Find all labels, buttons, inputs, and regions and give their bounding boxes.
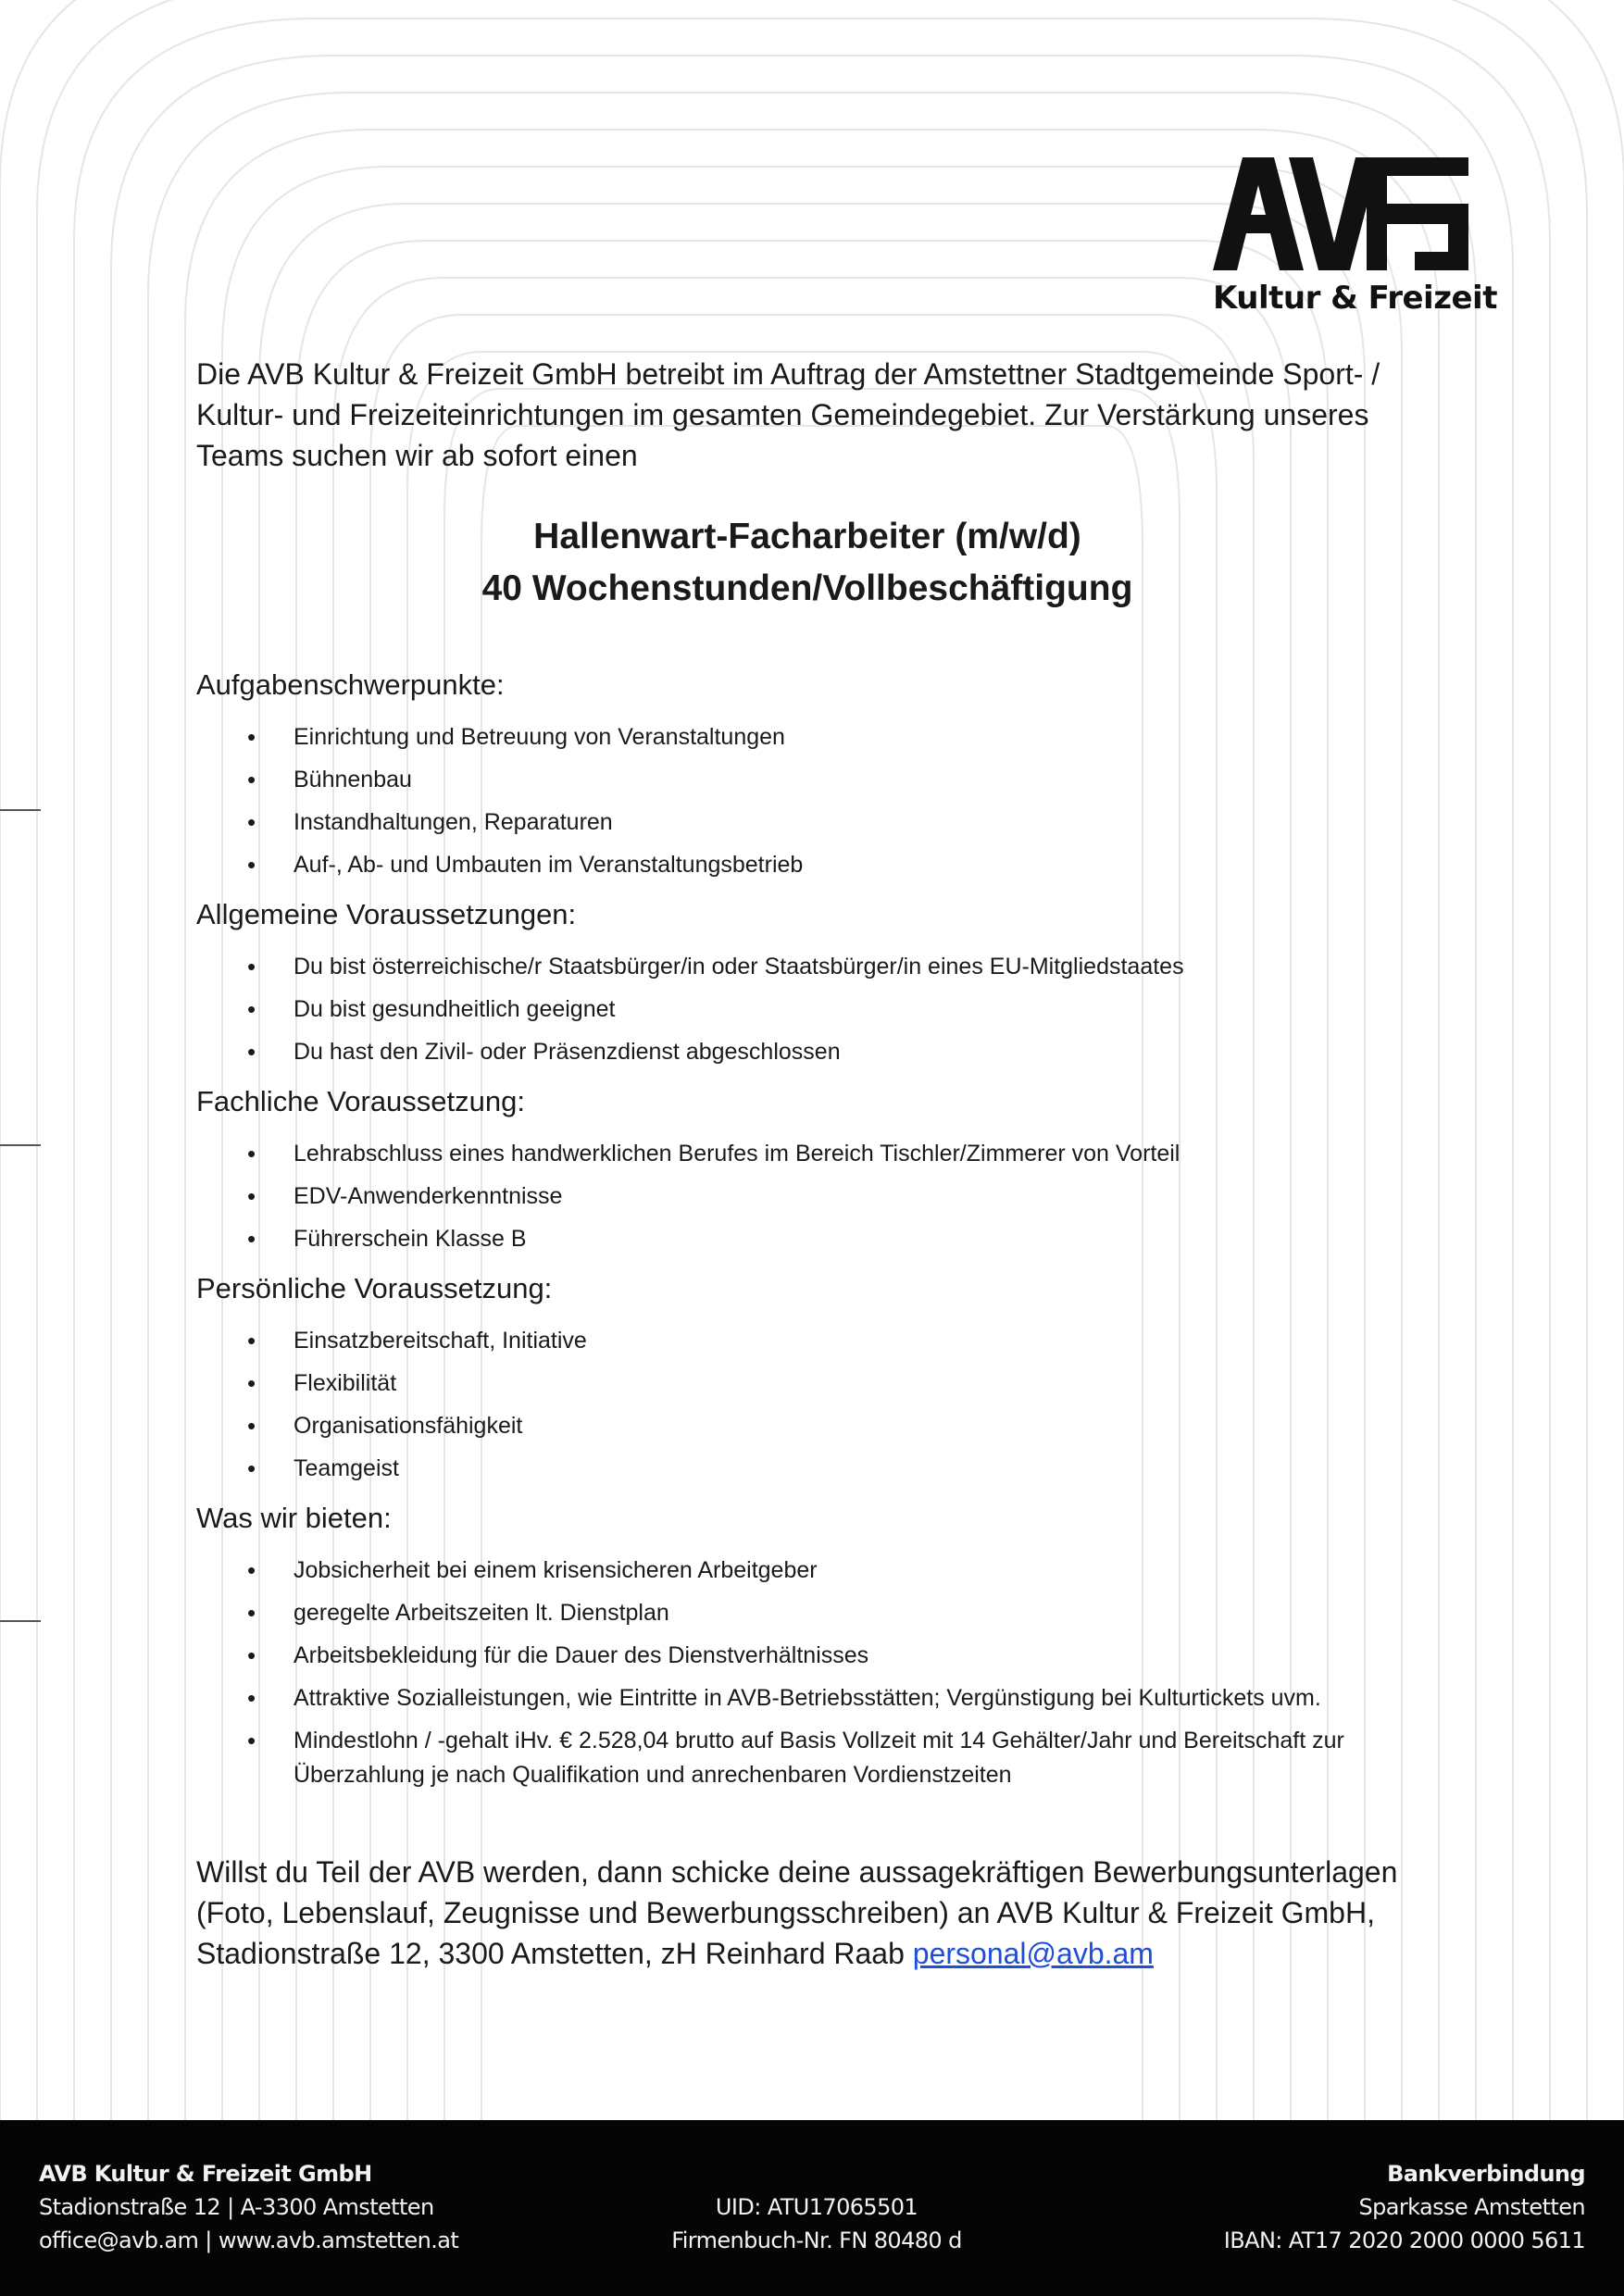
- job-title: Hallenwart-Facharbeiter (m/w/d): [533, 517, 1081, 556]
- section-aufgaben: [196, 667, 1446, 882]
- intro-paragraph: Die AVB Kultur & Freizeit GmbH betreibt im Auftrag der Amstettner Stadtgemeinde Sport- / Kultur- und Freizeiteinrichtungen im gesamten Gemeindegebiet. Zur Verstärkung unseres Teams suchen wir ab sofort einen: [196, 357, 1380, 472]
- list-item: • Lehrabschluss eines handwerklichen Berufes im Bereich Tischler/Zimmerer von Vorteil: [196, 1137, 1446, 1171]
- closing-paragraph: [196, 1852, 1455, 1974]
- fold-mark-top: [0, 809, 41, 811]
- list-item: • Du bist gesundheitlich geeignet: [196, 992, 1446, 1027]
- section-heading: Aufgabenschwerpunkte:: [196, 668, 505, 701]
- section-fachlich: [196, 1083, 1446, 1256]
- job-title-block: [196, 511, 1418, 615]
- list-item: • Auf-, Ab- und Umbauten im Veranstaltungsbetrieb: [196, 848, 1446, 882]
- list-item: • Mindestlohn / -gehalt iHv. € 2.528,04 brutto auf Basis Vollzeit mit 14 Gehälter/Jahr und Bereitschaft zur Überzahlung je nach Qualifikation und anrechenbaren Vordienstzeiten: [196, 1724, 1446, 1792]
- footer-bank-name: Sparkasse Amstetten: [1358, 2194, 1585, 2220]
- professional-requirements-list: [196, 1137, 1446, 1256]
- footer: [0, 2120, 1624, 2296]
- list-item: • Du hast den Zivil- oder Präsenzdienst abgeschlossen: [196, 1035, 1446, 1069]
- section-heading: Was wir bieten:: [196, 1502, 392, 1534]
- footer-bank-heading: Bankverbindung: [1387, 2161, 1585, 2187]
- footer-iban: IBAN: AT17 2020 2000 0000 5611: [1223, 2227, 1585, 2253]
- task-list: [196, 720, 1446, 882]
- footer-company-info: [39, 2157, 458, 2257]
- section-heading: Persönliche Voraussetzung:: [196, 1272, 553, 1304]
- list-item: • Flexibilität: [196, 1366, 1446, 1401]
- list-item: • Organisationsfähigkeit: [196, 1409, 1446, 1443]
- job-posting: [196, 354, 1446, 1974]
- footer-register: Firmenbuch-Nr. FN 80480 d: [671, 2227, 962, 2253]
- list-item: • Jobsicherheit bei einem krisensicheren Arbeitgeber: [196, 1554, 1446, 1588]
- list-item: • Instandhaltungen, Reparaturen: [196, 805, 1446, 840]
- list-item: • geregelte Arbeitszeiten lt. Dienstplan: [196, 1596, 1446, 1630]
- footer-address: Stadionstraße 12 | A-3300 Amstetten: [39, 2194, 434, 2220]
- footer-registration: [659, 2190, 974, 2257]
- closing-text: Willst du Teil der AVB werden, dann schicke deine aussagekräftigen Bewerbungsunterlagen (Foto, Lebenslauf, Zeugnisse und Bewerbungsschreiben) an AVB Kultur & Freizeit GmbH, Stadionstraße 12, 3300 Amstetten, zH Reinhard Raab: [196, 1855, 1398, 1970]
- personal-requirements-list: [196, 1324, 1446, 1486]
- general-requirements-list: [196, 950, 1446, 1069]
- avb-logo-mark-icon: [1213, 157, 1468, 270]
- fold-mark-middle: [0, 1144, 41, 1146]
- list-item: • Führerschein Klasse B: [196, 1222, 1446, 1256]
- list-item: • Teamgeist: [196, 1452, 1446, 1486]
- logo-subtitle: Kultur & Freizeit: [1213, 280, 1497, 317]
- footer-bank: [1224, 2157, 1585, 2257]
- list-item: • Bühnenbau: [196, 763, 1446, 797]
- section-heading: Allgemeine Voraussetzungen:: [196, 898, 577, 930]
- list-item: • Einrichtung und Betreuung von Veranstaltungen: [196, 720, 1446, 755]
- section-angebot: [196, 1500, 1446, 1792]
- avb-logo: [1213, 157, 1497, 319]
- footer-contact: office@avb.am | www.avb.amstetten.at: [39, 2227, 459, 2253]
- section-persoenlich: [196, 1270, 1446, 1486]
- list-item: • Du bist österreichische/r Staatsbürger/in oder Staatsbürger/in eines EU-Mitgliedstaates: [196, 950, 1446, 984]
- email-link[interactable]: personal@avb.am: [912, 1937, 1154, 1970]
- list-item: • Attraktive Sozialleistungen, wie Eintritte in AVB-Betriebsstätten; Vergünstigung bei Kulturtickets uvm.: [196, 1681, 1446, 1716]
- list-item: • EDV-Anwenderkenntnisse: [196, 1179, 1446, 1214]
- footer-uid: UID: ATU17065501: [715, 2194, 918, 2220]
- benefits-list: [196, 1554, 1446, 1792]
- job-subtitle: 40 Wochenstunden/Vollbeschäftigung: [481, 568, 1133, 608]
- section-allgemein: [196, 896, 1446, 1069]
- footer-company-name: AVB Kultur & Freizeit GmbH: [39, 2161, 372, 2187]
- fold-mark-bottom: [0, 1620, 41, 1622]
- list-item: • Einsatzbereitschaft, Initiative: [196, 1324, 1446, 1358]
- section-heading: Fachliche Voraussetzung:: [196, 1085, 525, 1117]
- list-item: • Arbeitsbekleidung für die Dauer des Dienstverhältnisses: [196, 1639, 1446, 1673]
